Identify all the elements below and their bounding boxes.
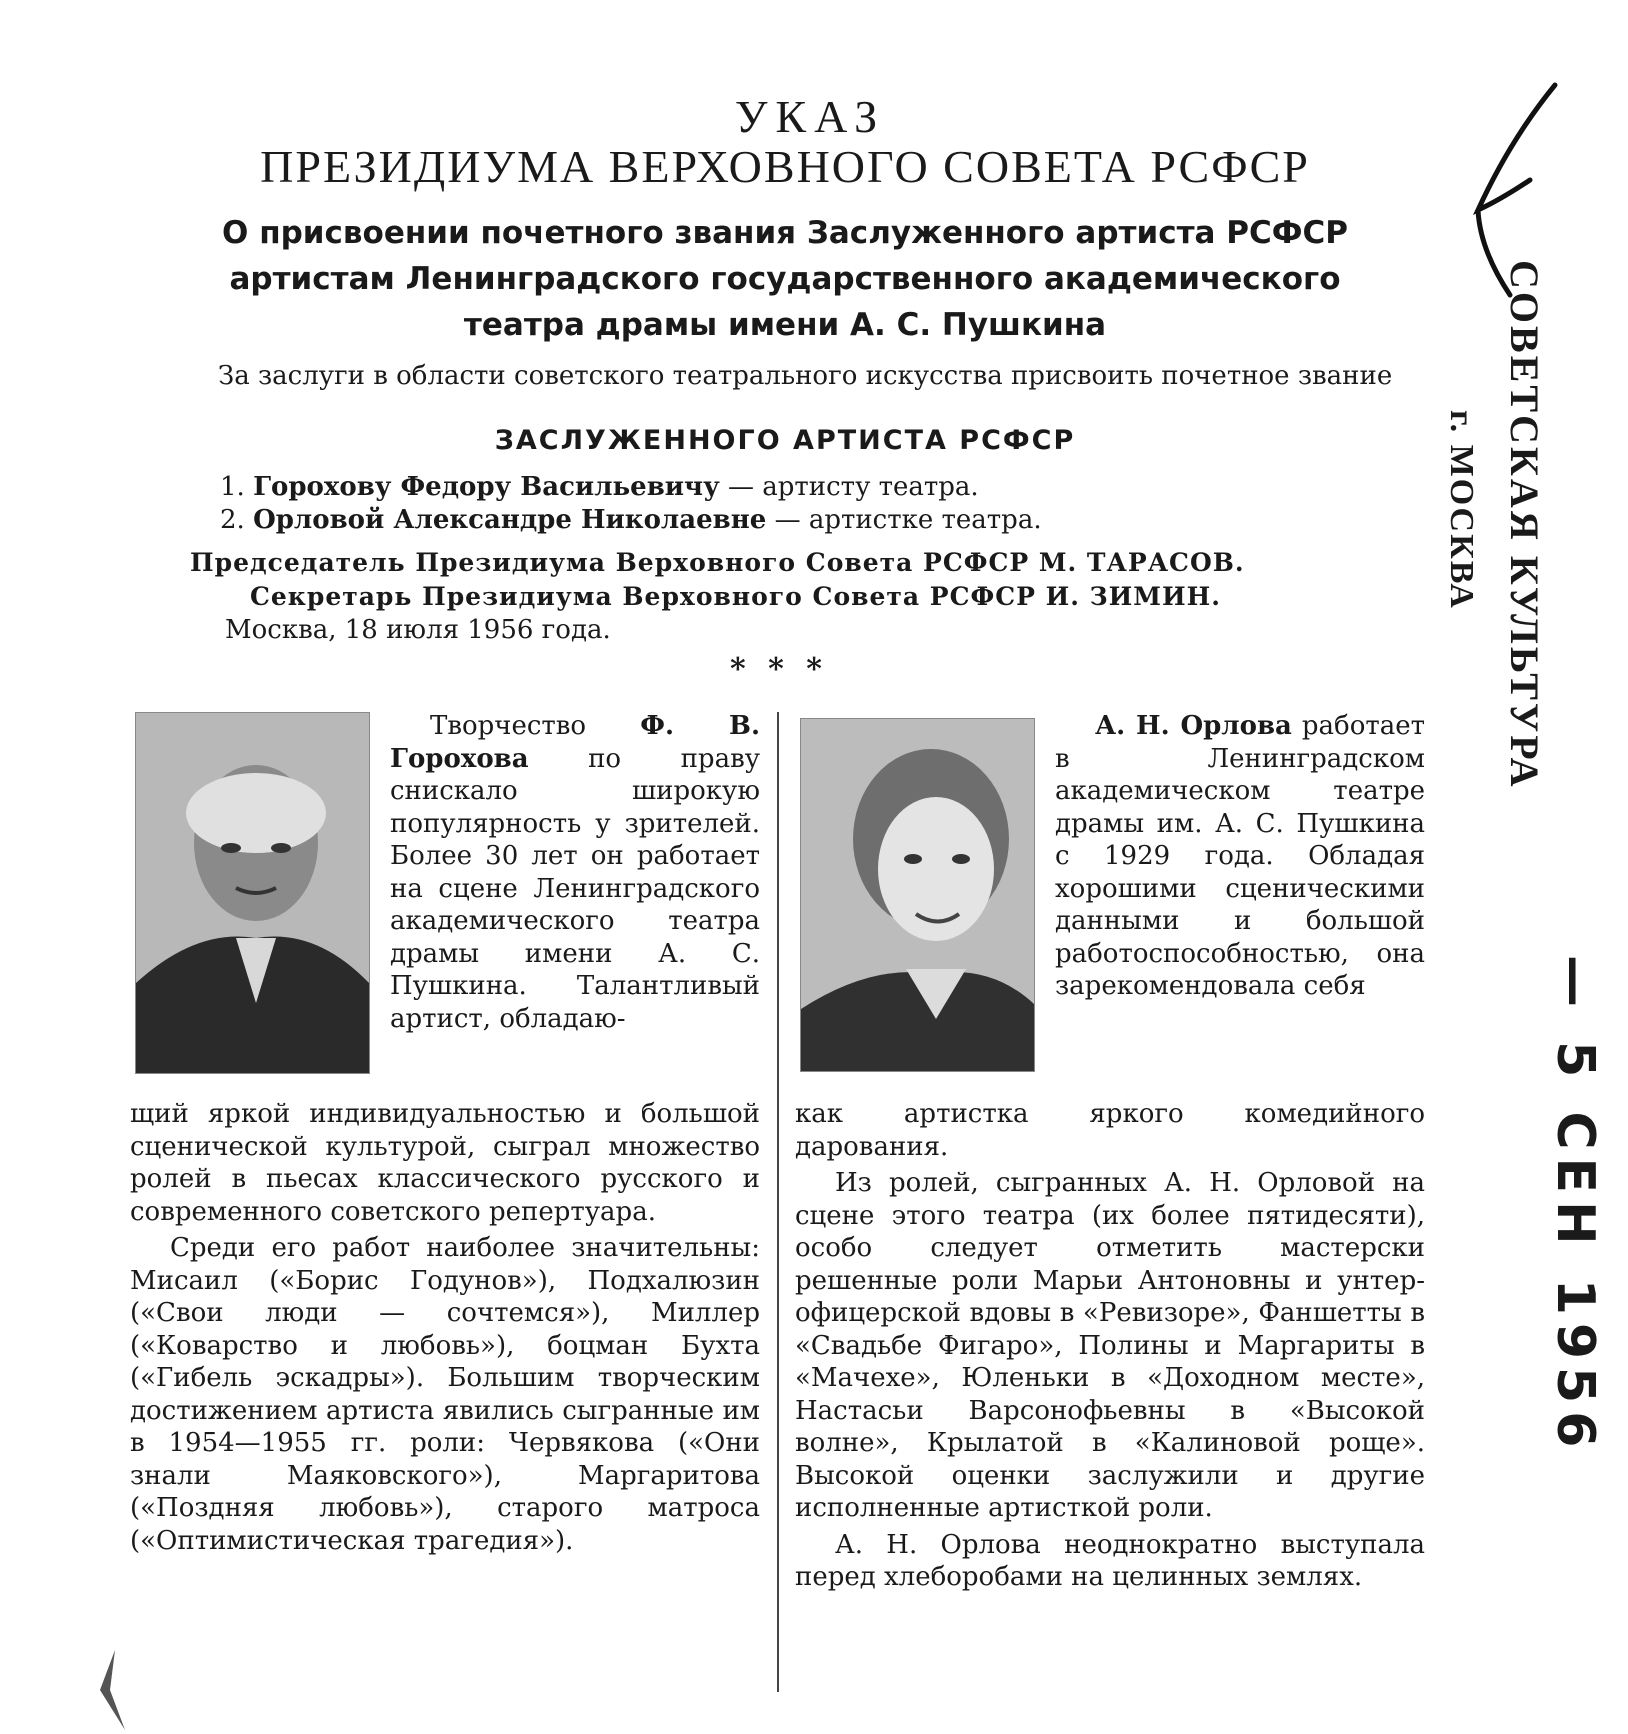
decree-issuer: ПРЕЗИДИУМА ВЕРХОВНОГО СОВЕТА РСФСР bbox=[260, 141, 1310, 192]
bio-text: по праву снискало широкую популярность у зрителей. Более 30 лет он работает на сцене Ленинградского академического театра драмы имени А. С. Пушкина. Талантливый артист, обладаю- bbox=[390, 743, 760, 1034]
awardee-name: Горохову Федору Васильевичу bbox=[253, 472, 720, 502]
secretary-signature: Секретарь Президиума Верховного Совета РСФСР И. ЗИМИН. bbox=[250, 582, 1221, 611]
section-separator: * * * bbox=[730, 652, 828, 687]
bio-name: А. Н. Орлова bbox=[1095, 711, 1292, 741]
bio-continuation: как артистка яркого комедийного дарования. bbox=[795, 1099, 1425, 1162]
bio-roles: Среди его работ наиболее значительны: Мисаил («Борис Годунов»), Подхалюзин («Свои люди — сочтемся»), Миллер («Коварство и любовь»), боцман Бухта («Гибель эскадры»). Большим творческим достижением артиста явились сыгранные им в 1954—1955 гг. роли: Червякова («Они знали Маяковского»), Маргаритова («Поздняя любовь»), старого матроса («Оптимистическая трагедия»). bbox=[130, 1233, 760, 1556]
orlova-bio-body bbox=[795, 1098, 1425, 1594]
gorokhov-bio-wrap bbox=[390, 710, 760, 1035]
decree-intro: За заслуги в области советского театрального искусства присвоить почетное звание bbox=[218, 361, 1393, 391]
decree-title: УКАЗ bbox=[734, 91, 886, 142]
orlova-bio-wrap bbox=[1055, 710, 1425, 1003]
awarded-title: ЗАСЛУЖЕННОГО АРТИСТА РСФСР bbox=[494, 425, 1076, 456]
awardee-role: — артисту театра. bbox=[728, 472, 979, 502]
headline-line-1: О присвоении почетного звания Заслуженного артиста РСФСР bbox=[222, 215, 1348, 251]
bio-continuation: щий яркой индивидуальностью и большой сценической культурой, сыграл множество ролей в пьесах классического русского и современного советского репертуара. bbox=[130, 1099, 760, 1227]
gorokhov-bio-body bbox=[130, 1098, 760, 1557]
bio-name: Ф. В. Горохова bbox=[390, 711, 760, 774]
bio-text: Творчество bbox=[430, 711, 641, 741]
awardee-role: — артистке театра. bbox=[774, 505, 1042, 535]
place-date: Москва, 18 июля 1956 года. bbox=[225, 615, 611, 645]
awardee-number: 2. bbox=[220, 505, 245, 535]
newspaper-masthead: СОВЕТСКАЯ КУЛЬТУРА bbox=[1502, 260, 1547, 790]
headline-line-2: артистам Ленинградского государственного академического bbox=[229, 261, 1341, 297]
awardee-1 bbox=[220, 472, 979, 502]
column-divider bbox=[777, 712, 779, 1692]
awardee-number: 1. bbox=[220, 472, 245, 502]
pen-mark-icon bbox=[1470, 80, 1560, 300]
decree-headline bbox=[150, 210, 1420, 348]
newspaper-city: г. МОСКВА bbox=[1443, 410, 1480, 610]
headline-line-3: театра драмы имени А. С. Пушкина bbox=[463, 307, 1107, 343]
photo-orlova bbox=[800, 718, 1035, 1072]
date-stamp: — 5 СЕН 1956 bbox=[1545, 955, 1605, 1456]
chairman-signature: Председатель Президиума Верховного Совета РСФСР М. ТАРАСОВ. bbox=[190, 548, 1245, 577]
bio-text: работает в Ленинградском академическом театре драмы им. А. С. Пушкина с 1929 года. Обладая хорошими сценическими данными и большой работоспособностью, она зарекомендовала себя bbox=[1055, 711, 1425, 1001]
bio-roles: Из ролей, сыгранных А. Н. Орловой на сцене этого театра (их более пятидесяти), особо следует отметить мастерски решенные роли Марьи Антоновны и унтер-офицерской вдовы в «Ревизоре», Фаншетты в «Свадьбе Фигаро», Полины и Маргариты в «Мачехе», Юленьки в «Доходном месте», Настасьи Варсонофьевны в «Высокой волне», Крылатой в «Калиновой роще». Высокой оценки заслужили и другие исполненные артисткой роли. bbox=[795, 1168, 1425, 1523]
photo-gorokhov bbox=[135, 712, 370, 1074]
awardee-2 bbox=[220, 505, 1042, 535]
bio-closing: А. Н. Орлова неоднократно выступала перед хлеборобами на целинных землях. bbox=[795, 1529, 1425, 1592]
awardee-name: Орловой Александре Николаевне bbox=[253, 505, 767, 535]
torn-corner-icon bbox=[95, 1650, 155, 1730]
